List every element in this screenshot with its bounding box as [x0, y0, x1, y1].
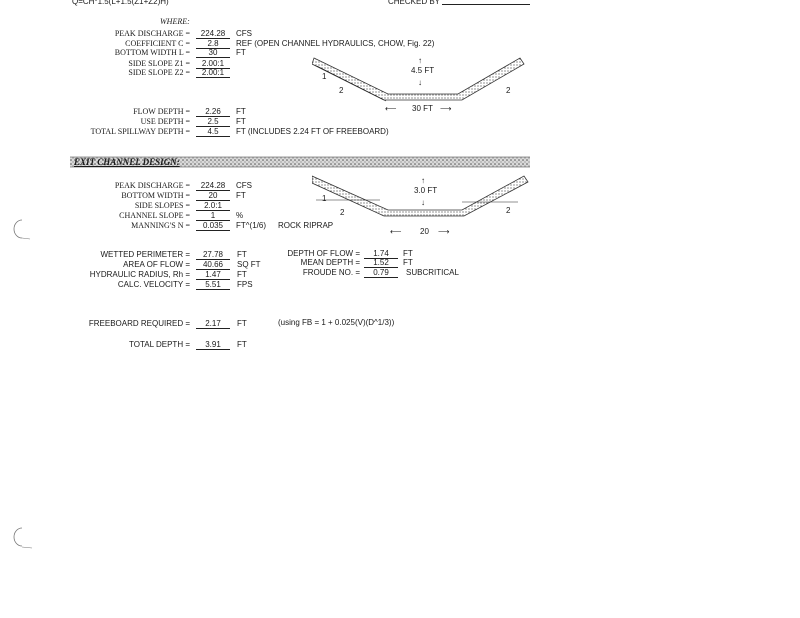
- spillway-width-arrow-left: ⟵: [385, 104, 397, 113]
- binder-hole-mark-top: [12, 218, 32, 242]
- calc-velocity-label: CALC. VELOCITY =: [117, 280, 190, 289]
- hydraulic-radius-label: HYDRAULIC RADIUS, Rh =: [89, 270, 190, 279]
- depth-of-flow-label: DEPTH OF FLOW =: [287, 249, 360, 258]
- hydraulic-radius-value: 1.47: [196, 270, 230, 280]
- exit-peak-discharge-value: 224.28: [196, 181, 230, 191]
- exit-mannings-n-label: MANNING'S N =: [131, 221, 190, 230]
- peak-discharge-label: PEAK DISCHARGE =: [114, 29, 190, 38]
- calc-velocity-value: 5.51: [196, 280, 230, 290]
- exit-peak-discharge-unit: CFS: [236, 181, 252, 190]
- exit-channel-slope-value: 1: [196, 211, 230, 221]
- where-label: WHERE:: [160, 17, 190, 26]
- coefficient-c-value: 2.8: [196, 39, 230, 49]
- exit-side-slopes-value: 2.0:1: [196, 201, 230, 211]
- spillway-slope-two-left-label: 2: [339, 86, 344, 95]
- freeboard-formula-note: (using FB = 1 + 0.025(V)(D^1/3)): [278, 318, 395, 327]
- exit-mannings-n-unit: FT^(1/6): [236, 221, 266, 230]
- total-depth-unit: FT: [237, 340, 247, 349]
- side-slope-z2-value: 2.00:1: [196, 68, 230, 78]
- peak-discharge-value: 224.28: [196, 29, 230, 39]
- total-spillway-depth-label: TOTAL SPILLWAY DEPTH =: [90, 127, 190, 136]
- hydraulic-radius-unit: FT: [237, 270, 247, 279]
- spillway-width-label: 30 FT: [412, 104, 433, 113]
- spillway-slope-one-label: 1: [322, 72, 327, 81]
- exit-slope-one-label: 1: [322, 194, 327, 203]
- area-of-flow-label: AREA OF FLOW =: [123, 260, 190, 269]
- exit-width-arrow-right: ⟶: [438, 227, 450, 236]
- total-depth-label: TOTAL DEPTH =: [129, 340, 190, 349]
- exit-bottom-width-label: BOTTOM WIDTH =: [121, 191, 190, 200]
- mean-depth-label: MEAN DEPTH =: [300, 258, 360, 267]
- spillway-arrow-up: ↑: [418, 56, 422, 65]
- exit-mannings-n-value: 0.035: [196, 221, 230, 231]
- coefficient-c-label: COEFFICIENT C =: [125, 39, 190, 48]
- total-spillway-depth-value: 4.5: [196, 127, 230, 137]
- binder-hole-mark-bottom: [12, 526, 34, 552]
- peak-discharge-unit: CFS: [236, 29, 252, 38]
- bottom-width-unit: FT: [236, 48, 246, 57]
- flow-depth-unit: FT: [236, 107, 246, 116]
- exit-peak-discharge-label: PEAK DISCHARGE =: [114, 181, 190, 190]
- exit-slope-two-right-label: 2: [506, 206, 511, 215]
- freeboard-required-value: 2.17: [196, 319, 230, 329]
- exit-arrow-down: ↓: [421, 198, 425, 207]
- spillway-width-arrow-right: ⟶: [440, 104, 452, 113]
- formula-header: Q=CH*1.5(L+1.5(Z1+Z2)H): [72, 0, 169, 6]
- flow-depth-value: 2.26: [196, 107, 230, 117]
- bottom-width-value: 30: [196, 48, 230, 58]
- spillway-depth-label: 4.5 FT: [411, 66, 435, 75]
- exit-depth-label: 3.0 FT: [414, 186, 438, 195]
- wetted-perimeter-value: 27.78: [196, 250, 230, 260]
- calc-velocity-unit: FPS: [237, 280, 253, 289]
- mean-depth-value: 1.52: [364, 258, 398, 268]
- mean-depth-unit: FT: [403, 258, 413, 267]
- side-slope-z2-label: SIDE SLOPE Z2 =: [128, 68, 190, 77]
- flow-depth-label: FLOW DEPTH =: [133, 107, 190, 116]
- exit-channel-title: EXIT CHANNEL DESIGN:: [74, 157, 180, 167]
- exit-width-arrow-left: ⟵: [390, 227, 402, 236]
- exit-side-slopes-label: SIDE SLOPES =: [134, 201, 190, 210]
- checked-by-label: CHECKED BY: [388, 0, 441, 6]
- area-of-flow-value: 40.66: [196, 260, 230, 270]
- total-depth-value: 3.91: [196, 340, 230, 350]
- side-slope-z1-label: SIDE SLOPE Z1 =: [128, 59, 190, 68]
- exit-width-label: 20: [420, 227, 429, 236]
- exit-bottom-width-value: 20: [196, 191, 230, 201]
- coefficient-c-reference: REF (OPEN CHANNEL HYDRAULICS, CHOW, Fig. 22): [236, 39, 435, 48]
- froude-number-value: 0.79: [364, 268, 398, 278]
- exit-riprap-label: ROCK RIPRAP: [278, 221, 334, 230]
- exit-channel-slope-unit: %: [236, 211, 244, 220]
- side-slope-z1-value: 2.00:1: [196, 59, 230, 69]
- freeboard-required-unit: FT: [237, 319, 247, 328]
- checked-by-line: [442, 4, 530, 5]
- bottom-width-label: BOTTOM WIDTH L =: [114, 48, 190, 57]
- area-of-flow-unit: SQ FT: [237, 260, 261, 269]
- exit-arrow-up: ↑: [421, 176, 425, 185]
- total-spillway-depth-unit: FT (INCLUDES 2.24 FT OF FREEBOARD): [236, 127, 389, 136]
- use-depth-value: 2.5: [196, 117, 230, 127]
- spillway-slope-two-right-label: 2: [506, 86, 511, 95]
- exit-channel-slope-label: CHANNEL SLOPE =: [119, 211, 190, 220]
- wetted-perimeter-label: WETTED PERIMETER =: [100, 250, 190, 259]
- spillway-arrow-down: ↓: [418, 78, 422, 87]
- depth-of-flow-value: 1.74: [364, 249, 398, 259]
- exit-slope-two-left-label: 2: [340, 208, 345, 217]
- use-depth-label: USE DEPTH =: [140, 117, 190, 126]
- exit-bottom-width-unit: FT: [236, 191, 246, 200]
- froude-flow-regime: SUBCRITICAL: [406, 268, 459, 277]
- froude-number-label: FROUDE NO. =: [302, 268, 360, 277]
- use-depth-unit: FT: [236, 117, 246, 126]
- depth-of-flow-unit: FT: [403, 249, 413, 258]
- wetted-perimeter-unit: FT: [237, 250, 247, 259]
- freeboard-required-label: FREEBOARD REQUIRED =: [88, 319, 190, 328]
